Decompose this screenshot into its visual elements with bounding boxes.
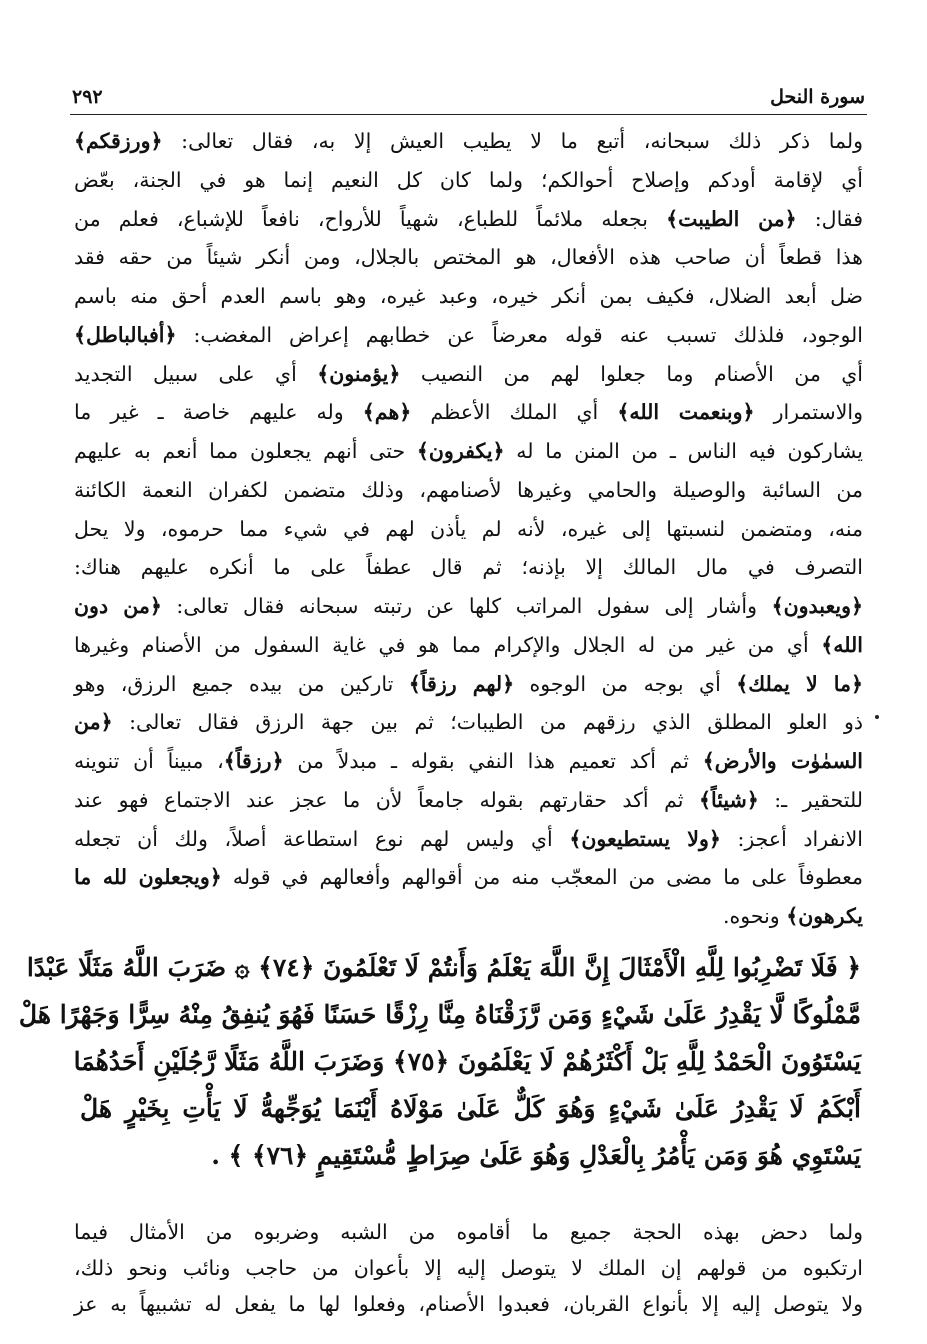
- text-line: فقال: ﴿من الطيبت﴾ بجعله ملائماً للطباع، شهياً للأرواح، نافعاً للإشباع، فعلم من: [74, 206, 863, 231]
- text-line: الانفراد أعجز: ﴿ولا يستطيعون﴾ أي وليس لهم نوع استطاعة أصلاً، ولك أن تجعله: [74, 826, 864, 851]
- text-line: أي من الأصنام وما جعلوا لهم من النصيب ﴿يؤمنون﴾ أي على سبيل التجديد: [74, 361, 863, 386]
- text-line: معطوفاً على ما مضى من المعجّب منه من أقوالهم وأفعالهم في قوله ﴿ويجعلون لله ما: [74, 865, 864, 890]
- quran-quote: ﴿من دون: [74, 594, 162, 618]
- quran-quote: ﴿شيئاً﴾: [698, 787, 759, 812]
- text-line: ﴿ فَلَا تَضْرِبُوا لِلَّهِ الْأَمْثَالَ إِنَّ اللَّهَ يَعْلَمُ وَأَنتُمْ لَا تَعْلَمُونَ ﴿٧٤﴾ ۞ ضَرَبَ اللَّهُ مَثَلًا عَبْدًا: [26, 953, 861, 982]
- page-number: ٢٩٢: [72, 86, 103, 108]
- quran-quote: ﴿ورزقكم﴾: [74, 129, 163, 153]
- text-line: ارتكبوه من قولهم إن الملك لا يتوصل إليه إلا بأعوان من حاجب ونائب ونحو ذلك،: [74, 1256, 863, 1280]
- text-line: من السائبة والوصيلة والحامي وغيرها لأصنامهم، وذلك متضمن لكفران النعمة الكائنة: [74, 477, 863, 502]
- text-line: يكرهون﴾ ونحوه.: [722, 904, 863, 928]
- text-line: يَسْتَوِي هُوَ وَمَن يَأْمُرُ بِالْعَدْلِ وَهُوَ عَلَىٰ صِرَاطٍ مُّسْتَقِيمٍ ﴿٧٦﴾ ﴾ .: [211, 1141, 861, 1170]
- text-line: ولا يتوصل إليه إلا بأنواع القربان، فعبدوا الأصنام، وفعلوا لها ما يفعل له تشبيهاً به عز: [74, 1292, 863, 1316]
- quran-quote: ﴿لهم رزقاً﴾: [408, 671, 515, 696]
- quran-quote: ﴿من: [74, 710, 113, 735]
- text-line: الوجود، فلذلك تسبب عنه قوله معرضاً عن خطابهم إعراض المغضب: ﴿أفبالباطل﴾: [74, 322, 863, 347]
- quran-quote: ﴿ويجعلون لله ما: [74, 865, 222, 890]
- text-line: والاستمرار ﴿وبنعمت الله﴾ أي الملك الأعظم ﴿هم﴾ وله عليهم خاصة ـ غير ما: [74, 400, 863, 425]
- quran-quote: ﴿من الطيبت﴾: [666, 206, 797, 231]
- quran-quote: السمٰوٰت والأرض﴾: [702, 749, 864, 773]
- text-line: هذا قطعاً أن صاحب هذه الأفعال، هو المختص بالجلال، ومن أنكر شيئاً من حقه فقد: [74, 245, 863, 270]
- text-line: يشاركون فيه الناس ـ من المنن ما له ﴿يكفرون﴾ حتى أنهم يجعلون مما أنعم به عليهم: [74, 439, 863, 463]
- quran-quote: ﴿يكفرون﴾: [416, 439, 505, 463]
- text-line: مَّمْلُوكًا لَّا يَقْدِرُ عَلَىٰ شَيْءٍ وَمَن رَّزَقْنَاهُ مِنَّا رِزْقًا حَسَنًا فَهُوَ يُنفِقُ مِنْهُ سِرًّا وَجَهْرًا هَلْ: [18, 1000, 861, 1029]
- quran-quote: يكرهون﴾: [786, 904, 863, 928]
- quran-quote: ﴿رزقاً﴾: [223, 749, 284, 773]
- text-line: يَسْتَوُونَ الْحَمْدُ لِلَّهِ بَلْ أَكْثَرُهُمْ لَا يَعْلَمُونَ ﴿٧٥﴾ وَضَرَبَ اللَّهُ مَثَلًا رَّجُلَيْنِ أَحَدُهُمَا: [73, 1047, 861, 1076]
- text-line: للتحقير ـ: ﴿شيئاً﴾ ثم أكد حقارتهم بقوله جامعاً لأن ما عجز عند الاجتماع فهو عند: [74, 787, 863, 812]
- text-line: ﴿ويعبدون﴾ وأشار إلى سفول المراتب كلها عن رتبته سبحانه فقال تعالى: ﴿من دون: [74, 594, 863, 618]
- surah-title: سورة النحل: [770, 86, 865, 108]
- text-line: السمٰوٰت والأرض﴾ ثم أكد تعميم هذا النفي بقوله ـ مبدلاً من ﴿رزقاً﴾، مبيناً أن تنوينه: [74, 749, 864, 773]
- quran-quote: ﴿ويعبدون﴾: [771, 594, 863, 618]
- quran-quote: ﴿وبنعمت الله﴾: [617, 400, 755, 425]
- header-rule: [70, 114, 867, 115]
- quran-quote: ﴿يؤمنون﴾: [317, 361, 401, 386]
- scan-speck: [875, 715, 879, 719]
- quran-quote: ﴿أفبالباطل﴾: [74, 322, 177, 347]
- quran-verses: [18, 944, 861, 1179]
- quran-quote: الله﴾: [821, 632, 863, 657]
- commentary-continuation: [74, 1214, 863, 1322]
- commentary-paragraph: [74, 122, 863, 936]
- text-line: أَبْكَمُ لَا يَقْدِرُ عَلَىٰ شَيْءٍ وَهُوَ كَلٌّ عَلَىٰ مَوْلَاهُ أَيْنَمَا يُوَجِّههُّ لَا يَأْتِ بِخَيْرٍ هَلْ: [80, 1094, 861, 1123]
- text-line: منه، ومتضمن لنسبتها إلى غيره، لأنه لم يأذن لهم في شيء مما حرموه، ولا يحل: [74, 516, 863, 541]
- quran-quote: ﴿ما لا يملك﴾: [736, 671, 863, 696]
- text-line: ضل أبعد الضلال، فكيف بمن أنكر خيره، وعبد غيره، وهو باسم العدم أحق منه باسم: [74, 284, 863, 308]
- text-line: ولما ذكر ذلك سبحانه، أتبع ما لا يطيب العيش إلا به، فقال تعالى: ﴿ورزقكم﴾: [74, 129, 863, 153]
- quran-quote: ﴿هم﴾: [362, 400, 412, 425]
- text-line: ولما دحض بهذه الحجة جميع ما أقاموه من الشبه وضربوه من الأمثال فيما: [74, 1220, 863, 1244]
- page-header: [72, 86, 865, 114]
- text-line: الله﴾ أي من غير من له الجلال والإكرام مما هو في غاية السفول من الأصنام وغيرها: [74, 632, 863, 657]
- quran-quote: ﴿ولا يستطيعون﴾: [569, 826, 721, 851]
- text-line: أي لإقامة أودكم وإصلاح أحوالكم؛ ولما كان كل النعيم إنما هو في الجنة، بعّض: [74, 167, 863, 192]
- text-line: ﴿ما لا يملك﴾ أي بوجه من الوجوه ﴿لهم رزقاً﴾ تاركين من بيده جميع الرزق، وهو: [74, 671, 863, 696]
- text-line: ذو العلو المطلق الذي رزقهم من الطيبات؛ ثم بين جهة الرزق فقال تعالى: ﴿من: [74, 710, 863, 735]
- text-line: التصرف في مال المالك إلا بإذنه؛ ثم قال عطفاً على ما أنكره عليهم هناك:: [74, 555, 863, 580]
